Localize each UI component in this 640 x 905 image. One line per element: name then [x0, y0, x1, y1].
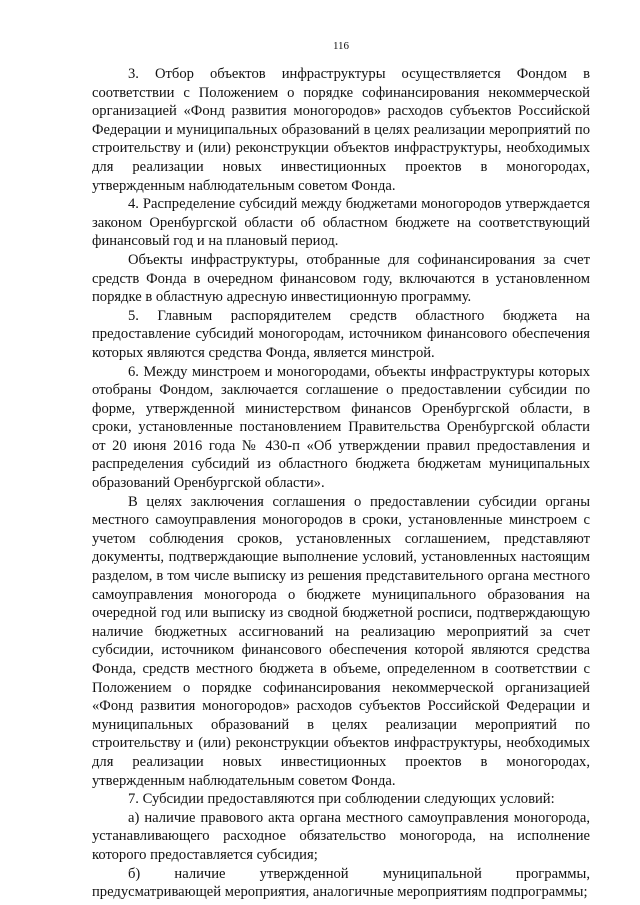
- paragraph-7-conditions: 7. Субсидии предоставляются при соблюдении следующих условий:: [128, 791, 555, 808]
- paragraph-6-agreement: 6. Между минстроем и моногородами, объекты инфраструктуры которых отобраны Фондом, заключается соглашение о предоставлении субсидии по форме, утвержденной министерством финансов Оренбургской области, в сроки, установленные постановлением Правительства Оренбургской области от 20 июня 2016 года № 430-п «Об утверждении правил предоставления и распределения субсидий из областного бюджета бюджетам муниципальных образований Оренбургской области».: [92, 363, 590, 492]
- page-number: 116: [332, 40, 350, 52]
- paragraph-3-selection: 3. Отбор объектов инфраструктуры осуществляется Фондом в соответствии с Положением о порядке софинансирования некоммерческой организацией «Фонд развития моногородов» расходов субъектов Российской Федерации и муниципальных образований в целях реализации мероприятий по строительству и (или) реконструкции объектов инфраструктуры, необходимых для реализации новых инвестиционных проектов в моногородах, утвержденным наблюдательным советом Фонда.: [92, 66, 590, 194]
- paragraph-4-distribution: 4. Распределение субсидий между бюджетами моногородов утверждается законом Оренбургской области об областном бюджете на соответствующий финансовый год и на плановый период.: [92, 196, 590, 250]
- condition-a: а) наличие правового акта органа местного самоуправления моногорода, устанавливающего расходное обязательство моногорода, на исполнение которого предоставляется субсидия;: [92, 809, 590, 863]
- paragraph-agreement-documents: В целях заключения соглашения о предоставлении субсидии органы местного самоуправления моногородов в сроки, установленные минстроем с учетом соблюдения сроков, установленных соглашением, представляют документы, подтверждающие выполнение условий, установленных настоящим разделом, в том числе выписку из решения представительного органа местного самоуправления моногорода о бюджете муниципального образования на очередной год или выписку из сводной бюджетной росписи, подтверждающую наличие бюджетных ассигнований на реализацию мероприятий за счет субсидии, источником финансового обеспечения которой являются средства Фонда, средств местного бюджета в объеме, определенном в соответствии с Положением о порядке софинансирования некоммерческой организацией «Фонд развития моногородов» расходов субъектов Российской Федерации и муниципальных образований в целях реализации мероприятий по строительству и (или) реконструкции объектов инфраструктуры, необходимых для реализации новых инвестиционных проектов в моногородах, утвержденным наблюдательным советом Фонда.: [92, 493, 590, 789]
- paragraph-5-main-manager: 5. Главным распорядителем средств областного бюджета на предоставление субсидий моногородам, источником финансового обеспечения которых являются средства Фонда, является минстрой.: [92, 307, 590, 361]
- paragraph-infrastructure-objects: Объекты инфраструктуры, отобранные для софинансирования за счет средств Фонда в очередном финансовом году, включаются в установленном порядке в областную адресную инвестиционную программу.: [92, 251, 590, 306]
- condition-b: б) наличие утвержденной муниципальной программы, предусматривающей мероприятия, аналогичные мероприятиям подпрограммы;: [92, 865, 590, 901]
